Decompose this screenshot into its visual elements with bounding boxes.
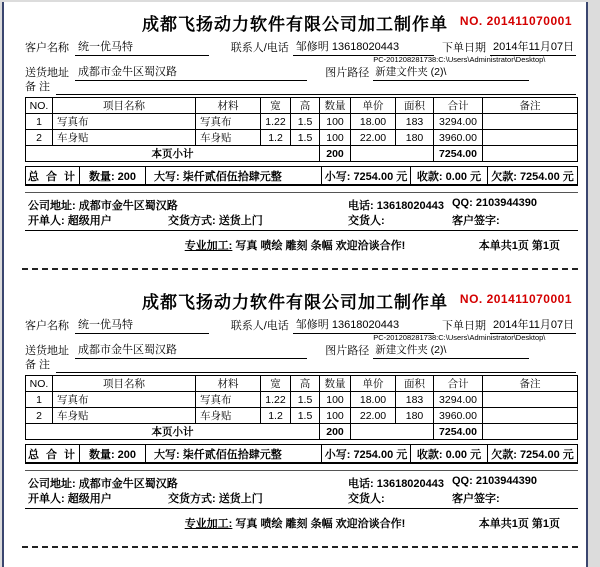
copy-cut-line <box>22 268 578 270</box>
table-row <box>26 408 578 424</box>
company-phone: 电话: 13618020443 <box>348 200 445 212</box>
table-cell-material: 写真布 <box>196 114 261 130</box>
image-path-line1: PC-201208281738:C:\Users\Administrator\Desktop\ <box>373 55 546 64</box>
table-cell-price: 22.00 <box>351 408 396 424</box>
table-cell-no: 1 <box>26 114 53 130</box>
grand-total-qty: 数量: 200 <box>80 167 146 184</box>
table-cell-remark <box>483 114 578 130</box>
table-cell-height: 1.5 <box>291 130 320 146</box>
table-cell-no: 1 <box>26 392 53 408</box>
subtotal-remark <box>483 146 578 162</box>
table-cell-price: 18.00 <box>351 392 396 408</box>
image-path-line2: 新建文件夹 (2)\ <box>373 64 529 81</box>
table-cell-width: 1.2 <box>261 408 291 424</box>
customer-name-value: 统一优马特 <box>75 316 209 334</box>
totals-underline <box>25 192 578 193</box>
table-header-cell: 项目名称 <box>53 376 196 392</box>
table-cell-height: 1.5 <box>291 408 320 424</box>
table-cell-qty: 100 <box>320 408 351 424</box>
order-sheet-paper <box>2 2 588 567</box>
table-header-cell: 面积 <box>396 376 434 392</box>
document-title: 成都飞扬动力软件有限公司加工制作单 <box>142 293 448 312</box>
footer-separator-line <box>25 230 578 231</box>
footer-separator-line <box>25 508 578 509</box>
subtotal-empty <box>351 146 434 162</box>
table-cell-no: 2 <box>26 130 53 146</box>
company-address: 公司地址: 成都市金牛区蜀汉路 <box>28 200 178 212</box>
table-cell-no: 2 <box>26 408 53 424</box>
delivery-address-value: 成都市金牛区蜀汉路 <box>75 63 307 81</box>
grand-total-row <box>25 444 578 464</box>
table-cell-height: 1.5 <box>291 114 320 130</box>
table-cell-price: 22.00 <box>351 130 396 146</box>
order-date-label: 下单日期 <box>442 42 486 54</box>
table-row <box>26 114 578 130</box>
order-date-label: 下单日期 <box>442 320 486 332</box>
grand-total-amount-words: 大写: 柒仟贰佰伍拾肆元整 <box>146 167 322 184</box>
table-cell-total: 3960.00 <box>434 408 483 424</box>
promo-label: 专业加工: <box>184 240 233 252</box>
page-info: 本单共1页 第1页 <box>478 518 560 530</box>
remark-value <box>56 82 576 95</box>
table-header-cell: 数量 <box>320 98 351 114</box>
table-header-cell: NO. <box>26 98 53 114</box>
image-path-line2: 新建文件夹 (2)\ <box>373 342 529 359</box>
subtotal-label: 本页小计 <box>26 424 320 440</box>
items-table <box>25 97 578 162</box>
footer-row-company <box>4 197 586 211</box>
table-header-cell: 宽 <box>261 98 291 114</box>
grand-total-amount-words: 大写: 柒仟贰佰伍拾肆元整 <box>146 445 322 462</box>
contact-phone-label: 联系人/电话 <box>230 320 289 332</box>
field-row-remark <box>25 78 576 95</box>
document-title: 成都飞扬动力软件有限公司加工制作单 <box>142 15 448 34</box>
customer-name-label: 客户名称 <box>25 320 69 332</box>
table-cell-remark <box>483 408 578 424</box>
subtotal-remark <box>483 424 578 440</box>
table-header-cell: 面积 <box>396 98 434 114</box>
grand-total-label: 总 合 计 <box>26 167 80 184</box>
deliverer: 交货人: <box>348 493 385 505</box>
subtotal-label: 本页小计 <box>26 146 320 162</box>
table-cell-item: 写真布 <box>53 392 196 408</box>
table-cell-width: 1.22 <box>261 392 291 408</box>
subtotal-qty: 200 <box>320 424 351 440</box>
table-cell-item: 车身贴 <box>53 408 196 424</box>
table-cell-item: 写真布 <box>53 114 196 130</box>
grand-total-label: 总 合 计 <box>26 445 80 462</box>
table-header-cell: 合计 <box>434 98 483 114</box>
table-cell-total: 3294.00 <box>434 392 483 408</box>
remark-value <box>56 360 576 373</box>
company-address: 公司地址: 成都市金牛区蜀汉路 <box>28 478 178 490</box>
table-header-cell: 高 <box>291 376 320 392</box>
field-row-remark <box>25 356 576 373</box>
work-order-copy <box>4 6 586 284</box>
image-path-line1: PC-201208281738:C:\Users\Administrator\Desktop\ <box>373 333 546 342</box>
table-header-cell: 材料 <box>196 376 261 392</box>
promo-text: 写真 喷绘 雕刻 条幅 欢迎洽谈合作! <box>235 518 406 530</box>
table-cell-remark <box>483 130 578 146</box>
table-header-cell: 材料 <box>196 98 261 114</box>
table-cell-area: 180 <box>396 408 434 424</box>
table-cell-total: 3960.00 <box>434 130 483 146</box>
contact-phone-value: 邹修明 13618020443 <box>293 316 434 334</box>
deliverer: 交货人: <box>348 215 385 227</box>
table-cell-material: 写真布 <box>196 392 261 408</box>
contact-phone-value: 邹修明 13618020443 <box>293 38 434 56</box>
table-header-cell: 单价 <box>351 376 396 392</box>
table-header-cell: NO. <box>26 376 53 392</box>
table-cell-qty: 100 <box>320 114 351 130</box>
issuer: 开单人: 超级用户 <box>28 493 112 505</box>
table-header-cell: 合计 <box>434 376 483 392</box>
table-cell-item: 车身贴 <box>53 130 196 146</box>
subtotal-total: 7254.00 <box>434 424 483 440</box>
grand-total-amount-figures: 小写: 7254.00 元 <box>322 445 411 462</box>
company-qq: QQ: 2103944390 <box>452 475 538 487</box>
grand-total-amount-figures: 小写: 7254.00 元 <box>322 167 411 184</box>
delivery-address-label: 送货地址 <box>25 345 69 357</box>
issuer: 开单人: 超级用户 <box>28 215 112 227</box>
subtotal-qty: 200 <box>320 146 351 162</box>
work-order-copy <box>4 284 586 562</box>
grand-total-owed: 欠款: 7254.00 元 <box>491 170 574 183</box>
subtotal-row <box>26 146 578 162</box>
image-path-label: 图片路径 <box>325 67 370 79</box>
order-number: NO. 201411070001 <box>459 292 572 306</box>
table-header-row <box>26 98 578 114</box>
table-row <box>26 130 578 146</box>
table-row <box>26 392 578 408</box>
subtotal-empty <box>351 424 434 440</box>
company-qq: QQ: 2103944390 <box>452 197 538 209</box>
table-header-cell: 单价 <box>351 98 396 114</box>
totals-underline <box>25 470 578 471</box>
table-header-cell: 备注 <box>483 98 578 114</box>
delivery-address-label: 送货地址 <box>25 67 69 79</box>
contact-phone-label: 联系人/电话 <box>230 42 289 54</box>
grand-total-row <box>25 166 578 186</box>
table-cell-remark <box>483 392 578 408</box>
field-row-customer <box>25 316 576 334</box>
order-date-value: 2014年11月07日 <box>490 38 576 56</box>
page-info: 本单共1页 第1页 <box>478 240 560 252</box>
table-cell-total: 3294.00 <box>434 114 483 130</box>
promo-text: 写真 喷绘 雕刻 条幅 欢迎洽谈合作! <box>235 240 406 252</box>
promo-label: 专业加工: <box>184 518 233 530</box>
order-date-value: 2014年11月07日 <box>490 316 576 334</box>
delivery-address-value: 成都市金牛区蜀汉路 <box>75 341 307 359</box>
table-cell-material: 车身贴 <box>196 130 261 146</box>
delivery-method: 交货方式: 送货上门 <box>168 493 263 505</box>
footer-row-issuer <box>4 490 586 504</box>
field-row-customer <box>25 38 576 56</box>
items-table <box>25 375 578 440</box>
grand-total-owed: 欠款: 7254.00 元 <box>491 448 574 461</box>
subtotal-row <box>26 424 578 440</box>
order-number: NO. 201411070001 <box>459 14 572 28</box>
table-cell-area: 183 <box>396 114 434 130</box>
table-cell-qty: 100 <box>320 130 351 146</box>
customer-signature: 客户签字: <box>452 215 500 227</box>
copies-container <box>4 2 586 562</box>
copy-cut-line <box>22 546 578 548</box>
company-phone: 电话: 13618020443 <box>348 478 445 490</box>
table-cell-area: 180 <box>396 130 434 146</box>
grand-total-qty: 数量: 200 <box>80 445 146 462</box>
customer-signature: 客户签字: <box>452 493 500 505</box>
table-cell-height: 1.5 <box>291 392 320 408</box>
delivery-method: 交货方式: 送货上门 <box>168 215 263 227</box>
customer-name-value: 统一优马特 <box>75 38 209 56</box>
remark-label: 备 注 <box>25 359 51 371</box>
grand-total-received: 收款: 0.00 元 <box>411 167 488 184</box>
table-cell-price: 18.00 <box>351 114 396 130</box>
table-cell-area: 183 <box>396 392 434 408</box>
footer-row-company <box>4 475 586 489</box>
remark-label: 备 注 <box>25 81 51 93</box>
table-header-cell: 高 <box>291 98 320 114</box>
subtotal-total: 7254.00 <box>434 146 483 162</box>
table-header-cell: 备注 <box>483 376 578 392</box>
table-header-cell: 宽 <box>261 376 291 392</box>
table-header-cell: 数量 <box>320 376 351 392</box>
table-header-row <box>26 376 578 392</box>
table-cell-width: 1.22 <box>261 114 291 130</box>
table-cell-width: 1.2 <box>261 130 291 146</box>
customer-name-label: 客户名称 <box>25 42 69 54</box>
image-path-label: 图片路径 <box>325 345 370 357</box>
grand-total-received: 收款: 0.00 元 <box>411 445 488 462</box>
footer-row-issuer <box>4 212 586 226</box>
table-cell-qty: 100 <box>320 392 351 408</box>
table-cell-material: 车身贴 <box>196 408 261 424</box>
table-header-cell: 项目名称 <box>53 98 196 114</box>
